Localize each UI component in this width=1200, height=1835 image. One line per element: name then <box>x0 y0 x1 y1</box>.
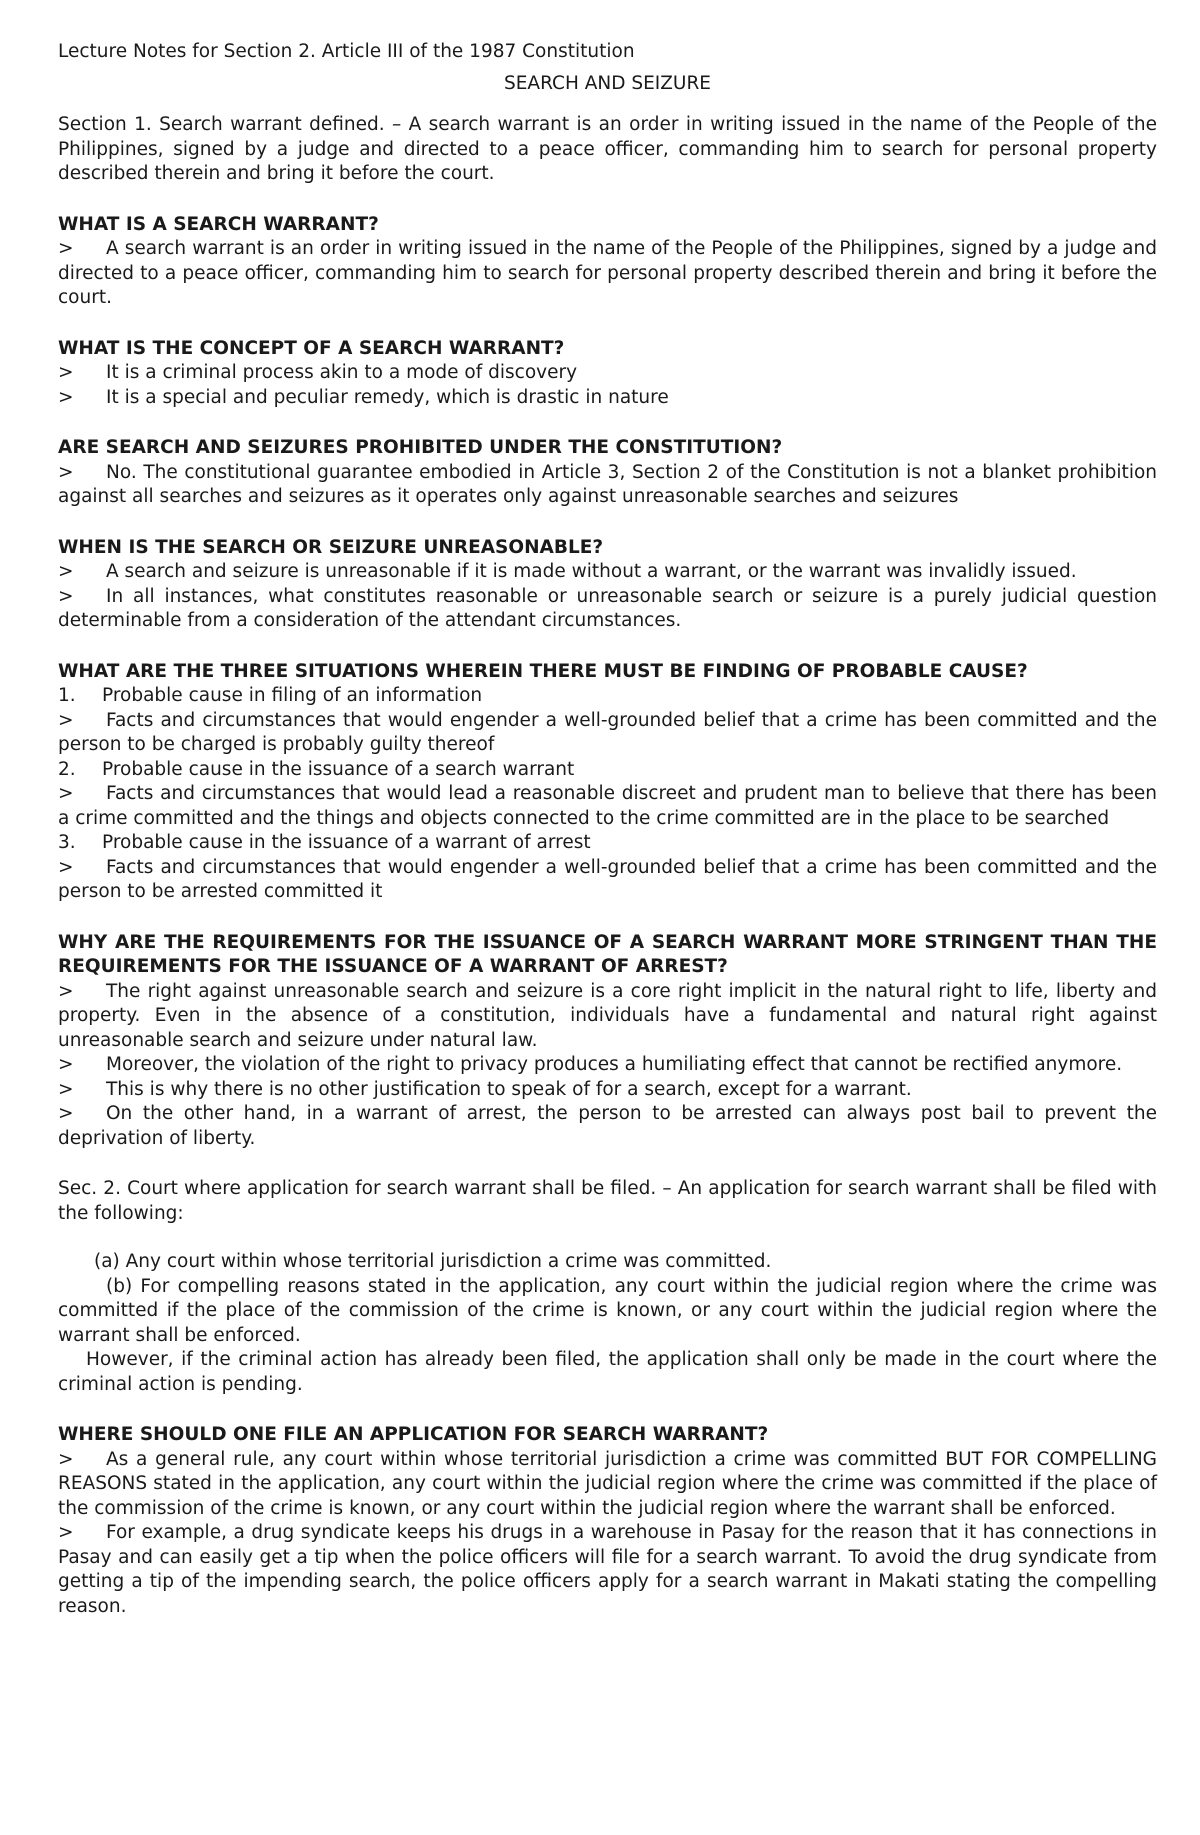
answer-bullet: > It is a special and peculiar remedy, which is drastic in nature <box>58 386 1157 411</box>
section-2-intro: Sec. 2. Court where application for search warrant shall be filed. – An application for search warrant shall be filed with the following: <box>58 1178 1157 1224</box>
arrow-icon: > <box>58 238 74 259</box>
arrow-icon: > <box>58 1078 74 1100</box>
arrow-icon: > <box>58 709 74 731</box>
question-heading: WHAT IS A SEARCH WARRANT? <box>58 213 379 235</box>
answer-bullet: > Moreover, the violation of the right to privacy produces a humiliating effect that cannot be rectified anymore. <box>58 1053 1157 1078</box>
question-heading: WHEN IS THE SEARCH OR SEIZURE UNREASONABLE? <box>58 536 604 558</box>
qa-concept-of-search-warrant <box>58 337 1157 411</box>
qa-stringent-requirements <box>58 931 1157 1152</box>
document-header: Lecture Notes for Section 2. Article III of the 1987 Constitution <box>58 41 635 62</box>
question-heading: WHAT ARE THE THREE SITUATIONS WHEREIN THERE MUST BE FINDING OF PROBABLE CAUSE? <box>58 660 1028 682</box>
answer-bullet: > This is why there is no other justification to speak of for a search, except for a warrant. <box>58 1078 1157 1103</box>
qa-prohibited-under-constitution <box>58 436 1157 510</box>
arrow-icon: > <box>58 980 74 1002</box>
qa-where-to-file <box>58 1423 1157 1619</box>
section-1-text: Section 1. Search warrant defined. – A search warrant is an order in writing issued in the name of the People of the Philippines, signed by a judge and directed to a peace officer, commanding him to search for personal property described therein and bring it before the court. <box>58 114 1157 184</box>
answer-bullet: > On the other hand, in a warrant of arrest, the person to be arrested can always post bail to prevent the deprivation of liberty. <box>58 1103 1157 1149</box>
arrow-icon: > <box>58 362 74 383</box>
answer-bullet: > Facts and circumstances that would lead a reasonable discreet and prudent man to believe that there has been a crime committed and the things and objects connected to the crime committed are in the place to be searched <box>58 783 1157 829</box>
answer-bullet: > In all instances, what constitutes reasonable or unreasonable search or seizure is a purely judicial question determinable from a consideration of the attendant circumstances. <box>58 585 1157 631</box>
arrow-icon: > <box>58 561 74 582</box>
question-heading: WHY ARE THE REQUIREMENTS FOR THE ISSUANCE OF A SEARCH WARRANT MORE STRINGENT THAN THE REQUIREMENTS FOR THE ISSUANCE OF A WARRANT OF ARREST? <box>58 931 1157 977</box>
section-2-item-b: (b) For compelling reasons stated in the application, any court within the judicial region where the crime was committed if the place of the commission of the crime is known, or any court within the judicial region where the warrant shall be enforced. <box>58 1275 1157 1346</box>
section-2-however: However, if the criminal action has already been filed, the application shall only be made in the court where the criminal action is pending. <box>58 1349 1157 1395</box>
qa-what-is-search-warrant <box>58 213 1157 311</box>
arrow-icon: > <box>58 1054 74 1075</box>
answer-bullet: > A search warrant is an order in writing issued in the name of the People of the Philippines, signed by a judge and directed to a peace officer, commanding him to search for personal property described therein and bring it before the court. <box>58 238 1157 308</box>
question-heading: ARE SEARCH AND SEIZURES PROHIBITED UNDER THE CONSTITUTION? <box>58 437 783 458</box>
answer-bullet: > No. The constitutional guarantee embodied in Article 3, Section 2 of the Constitution is not a blanket prohibition against all searches and seizures as it operates only against unreasonable searches and seizures <box>58 461 1157 507</box>
question-heading: WHAT IS THE CONCEPT OF A SEARCH WARRANT? <box>58 337 565 359</box>
arrow-icon: > <box>58 856 74 878</box>
qa-three-situations-probable-cause <box>58 660 1157 905</box>
qa-when-unreasonable <box>58 536 1157 634</box>
arrow-icon: > <box>58 461 74 483</box>
arrow-icon: > <box>58 783 74 804</box>
answer-bullet: > It is a criminal process akin to a mode of discovery <box>58 361 1157 386</box>
numbered-item: 1. Probable cause in filing of an information <box>58 685 483 706</box>
arrow-icon: > <box>58 585 74 607</box>
page-title: SEARCH AND SEIZURE <box>504 72 711 94</box>
numbered-item: 3. Probable cause in the issuance of a warrant of arrest <box>58 832 591 853</box>
arrow-icon: > <box>58 1522 74 1543</box>
answer-bullet: > The right against unreasonable search and seizure is a core right implicit in the natural right to life, liberty and property. Even in the absence of a constitution, individuals have a fundamental and natural right against unreasonable search and seizure under natural law. <box>58 980 1157 1051</box>
answer-bullet: > Facts and circumstances that would engender a well-grounded belief that a crime has been committed and the person to be arrested committed it <box>58 856 1157 902</box>
question-heading: WHERE SHOULD ONE FILE AN APPLICATION FOR SEARCH WARRANT? <box>58 1424 769 1445</box>
arrow-icon: > <box>58 1103 74 1124</box>
answer-bullet: > A search and seizure is unreasonable if it is made without a warrant, or the warrant was invalidly issued. <box>58 560 1157 585</box>
section-2-item-a: (a) Any court within whose territorial jurisdiction a crime was committed. <box>94 1251 772 1272</box>
section-1 <box>58 113 1157 187</box>
answer-bullet: > For example, a drug syndicate keeps his drugs in a warehouse in Pasay for the reason that it has connections in Pasay and can easily get a tip when the police officers will file for a search warrant. To avoid the drug syndicate from getting a tip of the impending search, the police officers apply for a search warrant in Makati stating the compelling reason. <box>58 1522 1157 1617</box>
arrow-icon: > <box>58 386 74 408</box>
answer-bullet: > As a general rule, any court within whose territorial jurisdiction a crime was committed BUT FOR COMPELLING REASONS stated in the application, any court within the judicial region where the crime was committed if the place of the commission of the crime is known, or any court within the judicial region where the warrant shall be enforced. <box>58 1448 1157 1519</box>
section-2 <box>58 1177 1157 1397</box>
answer-bullet: > Facts and circumstances that would engender a well-grounded belief that a crime has been committed and the person to be charged is probably guilty thereof <box>58 709 1157 755</box>
arrow-icon: > <box>58 1448 74 1470</box>
numbered-item: 2. Probable cause in the issuance of a search warrant <box>58 758 575 780</box>
